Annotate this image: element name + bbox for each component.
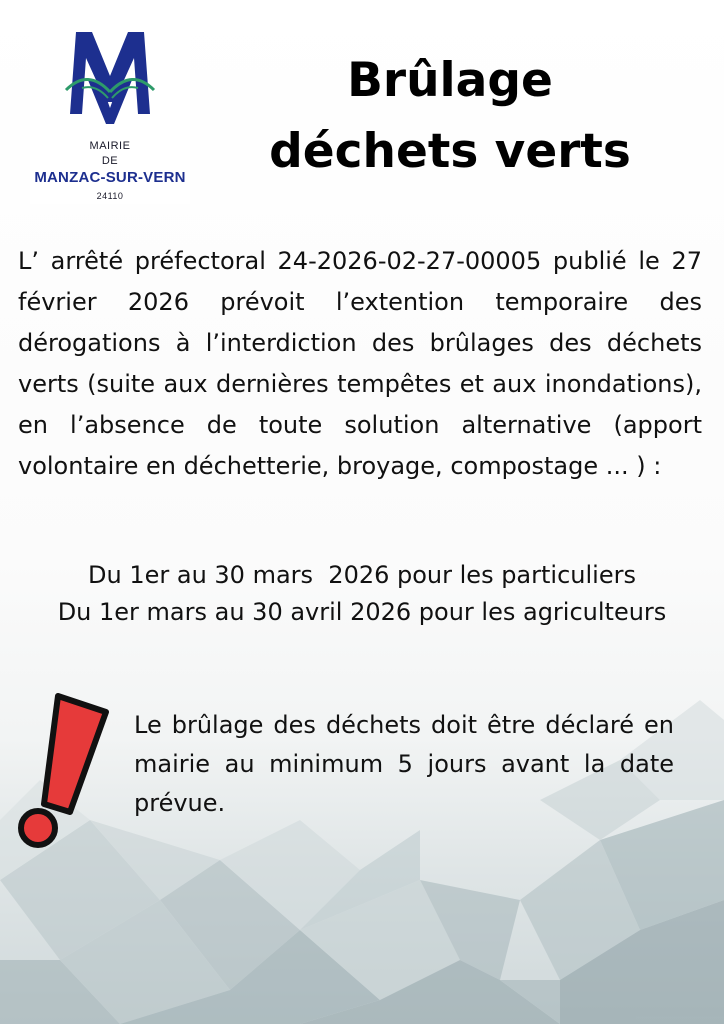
- logo-text-postcode: 24110: [96, 191, 124, 201]
- intro-paragraph: L’ arrêté préfectoral 24-2026-02-27-00005 publié le 27 février 2026 prévoit l’extention temporaire des dérogations à l’interdiction des brûlages des déchets verts (suite aux dernières tempêtes et aux inondations), en l’absence de toute solution alternative (apport volontaire en déchetterie, broyage, compostage ... ) :: [18, 247, 702, 480]
- title-line-2: déchets verts: [269, 123, 631, 179]
- period-particuliers: Du 1er au 30 mars 2026 pour les particuliers: [88, 561, 636, 589]
- logo-text-commune: MANZAC-SUR-VERN: [34, 169, 186, 186]
- mairie-emblem-icon: [62, 28, 158, 128]
- date-periods: [0, 557, 724, 631]
- warning-notice: Le brûlage des déchets doit être déclaré en mairie au minimum 5 jours avant la date prévue.: [134, 711, 674, 817]
- mairie-logo: [30, 26, 190, 204]
- exclamation-icon: [14, 690, 114, 850]
- title-line-1: Brûlage: [347, 53, 553, 108]
- logo-text-de: DE: [101, 155, 119, 167]
- page-title: [220, 46, 680, 187]
- logo-text-mairie: MAIRIE: [89, 140, 131, 152]
- period-agriculteurs: Du 1er mars au 30 avril 2026 pour les agriculteurs: [57, 598, 667, 626]
